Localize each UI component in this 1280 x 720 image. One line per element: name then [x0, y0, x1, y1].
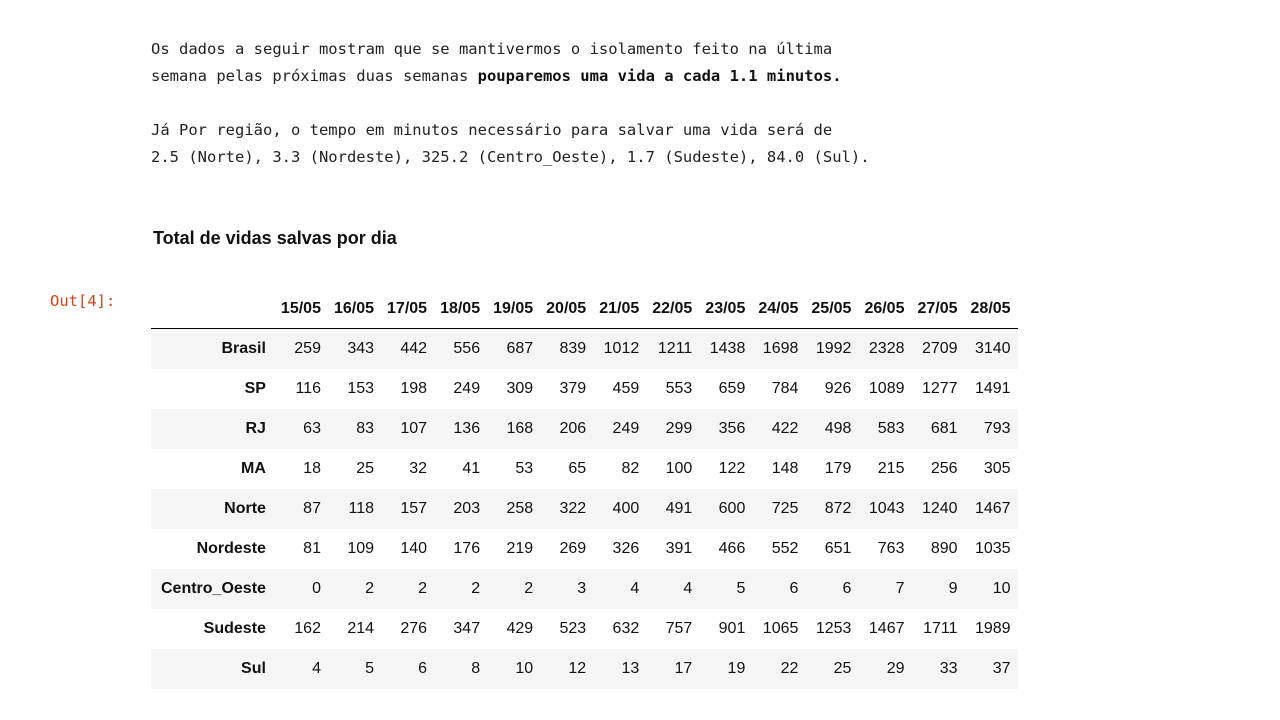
table-cell: 32 [409, 459, 428, 477]
table-cell: 523 [559, 619, 587, 637]
column-header: 22/05 [646, 290, 699, 329]
table-cell: 583 [877, 419, 905, 437]
table-cell: 18 [303, 459, 321, 477]
bold-text: pouparemos uma vida a cada 1.1 minutos. [477, 67, 842, 85]
table-cell: 122 [718, 459, 746, 477]
table-cell: 25 [356, 459, 375, 477]
table-row [151, 409, 1018, 449]
table-cell: 276 [400, 619, 428, 637]
table-cell: 65 [568, 459, 587, 477]
table-cell: 305 [983, 459, 1011, 477]
table-cell: 2 [365, 579, 375, 597]
table-cell: 10 [515, 659, 534, 677]
table-cell: 215 [877, 459, 905, 477]
table-cell: 19 [727, 659, 746, 677]
table-cell: 41 [462, 459, 481, 477]
table-cell: 259 [294, 339, 321, 357]
table-row [151, 569, 1018, 609]
table-row [151, 369, 1018, 409]
table-cell: 659 [718, 379, 746, 397]
table-cell: 391 [665, 539, 693, 557]
table-cell: 6 [789, 579, 799, 597]
row-label: Centro_Oeste [161, 579, 266, 597]
table-cell: 793 [983, 419, 1011, 437]
table-cell: 553 [665, 379, 693, 397]
table-cell: 459 [612, 379, 640, 397]
table-cell: 1467 [868, 619, 905, 637]
row-label: Sul [241, 659, 266, 677]
table-cell: 1043 [868, 499, 905, 517]
column-header: 15/05 [275, 290, 328, 329]
column-header: 26/05 [858, 290, 911, 329]
table-cell: 552 [771, 539, 799, 557]
table-cell: 1277 [921, 379, 958, 397]
table-cell: 872 [824, 499, 852, 517]
table-cell: 3 [577, 579, 587, 597]
table-cell: 681 [930, 419, 958, 437]
table-cell: 6 [418, 659, 428, 677]
table-cell: 87 [303, 499, 321, 517]
table-cell: 118 [348, 499, 375, 517]
table-cell: 890 [930, 539, 958, 557]
table-cell: 1065 [762, 619, 799, 637]
row-label: SP [244, 379, 266, 397]
table-cell: 63 [303, 419, 321, 437]
table-cell: 140 [400, 539, 428, 557]
table-cell: 116 [295, 379, 321, 397]
paragraph-line: 2.5 (Norte), 3.3 (Nordeste), 325.2 (Centro_Oeste), 1.7 (Sudeste), 84.0 (Sul). [151, 148, 870, 166]
table-cell: 1253 [815, 619, 852, 637]
table-cell: 81 [303, 539, 321, 557]
row-label: Nordeste [196, 539, 266, 557]
table-cell: 22 [780, 659, 799, 677]
table-cell: 1089 [868, 379, 905, 397]
table-cell: 422 [771, 419, 799, 437]
column-header: 18/05 [434, 290, 487, 329]
table-cell: 356 [718, 419, 746, 437]
table-cell: 2328 [868, 339, 905, 357]
table-cell: 442 [400, 339, 428, 357]
table-cell: 651 [824, 539, 852, 557]
table-cell: 219 [506, 539, 534, 557]
table-cell: 269 [559, 539, 587, 557]
table-cell: 757 [665, 619, 693, 637]
table-cell: 347 [453, 619, 481, 637]
table-cell: 179 [824, 459, 852, 477]
table-cell: 901 [718, 619, 746, 637]
table-cell: 7 [895, 579, 905, 597]
table-cell: 632 [612, 619, 640, 637]
table-cell: 429 [506, 619, 534, 637]
table-cell: 839 [559, 339, 587, 357]
table-cell: 1698 [762, 339, 799, 357]
table-cell: 25 [833, 659, 852, 677]
table-cell: 2 [418, 579, 428, 597]
table-row [151, 489, 1018, 529]
column-header: 28/05 [965, 290, 1018, 329]
table-cell: 498 [824, 419, 852, 437]
table-cell: 157 [400, 499, 428, 517]
table-cell: 466 [718, 539, 746, 557]
table-cell: 1491 [974, 379, 1011, 397]
table-cell: 491 [665, 499, 693, 517]
table-cell: 2709 [921, 339, 958, 357]
table-cell: 214 [347, 619, 375, 637]
paragraph-line: Já Por região, o tempo em minutos necessário para salvar uma vida será de [151, 121, 833, 139]
table-cell: 1211 [657, 339, 693, 357]
table-cell: 0 [312, 579, 321, 597]
table-cell: 1989 [974, 619, 1011, 637]
table-cell: 309 [506, 379, 534, 397]
table-cell: 326 [612, 539, 640, 557]
table-cell: 10 [992, 579, 1011, 597]
table-header-row [151, 290, 1018, 329]
row-label: Norte [224, 499, 266, 517]
table-cell: 256 [930, 459, 958, 477]
row-label: Sudeste [203, 619, 266, 637]
table-cell: 1035 [974, 539, 1011, 557]
column-header: 21/05 [593, 290, 646, 329]
output-heading: Total de vidas salvas por dia [153, 228, 397, 248]
table-cell: 4 [630, 579, 640, 597]
table-cell: 299 [665, 419, 693, 437]
table-cell: 4 [312, 659, 321, 677]
table-cell: 249 [612, 419, 640, 437]
table-cell: 206 [559, 419, 587, 437]
table-cell: 1012 [603, 339, 640, 357]
row-label: RJ [245, 419, 266, 437]
table-cell: 9 [948, 579, 958, 597]
output-prompt: Out[4]: [50, 292, 116, 310]
column-header: 16/05 [328, 290, 381, 329]
table-cell: 136 [453, 419, 481, 437]
column-header: 23/05 [699, 290, 752, 329]
table-cell: 8 [471, 659, 481, 677]
table-cell: 5 [365, 659, 375, 677]
table-cell: 2 [524, 579, 534, 597]
table-cell: 784 [771, 379, 799, 397]
plain-text: semana pelas próximas duas semanas [151, 67, 478, 85]
table-cell: 29 [886, 659, 905, 677]
table-cell: 926 [824, 379, 852, 397]
table-cell: 763 [877, 539, 905, 557]
row-label: Brasil [221, 339, 266, 357]
table-cell: 109 [347, 539, 375, 557]
table-cell: 1992 [815, 339, 852, 357]
index-header [151, 290, 275, 329]
table-cell: 258 [506, 499, 534, 517]
table-cell: 3140 [974, 339, 1011, 357]
table-cell: 687 [506, 339, 534, 357]
table-cell: 83 [356, 419, 375, 437]
table-cell: 4 [683, 579, 693, 597]
paragraph-line: Os dados a seguir mostram que se mantivermos o isolamento feito na última [151, 40, 833, 58]
table-cell: 600 [718, 499, 746, 517]
table-cell: 12 [568, 659, 587, 677]
table-cell: 5 [736, 579, 746, 597]
table-cell: 343 [347, 339, 375, 357]
row-label: MA [241, 459, 266, 477]
markdown-cell [151, 36, 1151, 171]
table-cell: 100 [665, 459, 693, 477]
table-cell: 2 [471, 579, 481, 597]
table-cell: 556 [453, 339, 481, 357]
table-cell: 17 [674, 659, 693, 677]
table-cell: 379 [559, 379, 587, 397]
table-body [151, 329, 1018, 689]
table-cell: 1438 [709, 339, 746, 357]
paragraph-line [151, 63, 1151, 90]
table-cell: 13 [621, 659, 640, 677]
table-cell: 153 [347, 379, 375, 397]
column-header: 27/05 [911, 290, 964, 329]
table-cell: 322 [559, 499, 587, 517]
table-row [151, 609, 1018, 649]
column-header: 17/05 [381, 290, 434, 329]
table-cell: 176 [453, 539, 481, 557]
column-header: 25/05 [805, 290, 858, 329]
table-cell: 725 [771, 499, 799, 517]
table-row [151, 649, 1018, 689]
table-row [151, 329, 1018, 369]
table-cell: 198 [400, 379, 428, 397]
table-cell: 6 [842, 579, 852, 597]
table-cell: 1240 [921, 499, 958, 517]
table-cell: 33 [939, 659, 958, 677]
table-cell: 162 [294, 619, 321, 637]
table-cell: 148 [771, 459, 799, 477]
table-cell: 82 [621, 459, 640, 477]
table-row [151, 449, 1018, 489]
dataframe-table [151, 290, 1018, 689]
table-cell: 400 [612, 499, 640, 517]
table-cell: 37 [992, 659, 1011, 677]
column-header: 20/05 [540, 290, 593, 329]
table-cell: 249 [453, 379, 481, 397]
table-cell: 107 [400, 419, 428, 437]
column-header: 24/05 [752, 290, 805, 329]
table-cell: 203 [453, 499, 481, 517]
table-cell: 168 [506, 419, 534, 437]
table-cell: 1467 [974, 499, 1011, 517]
table-cell: 53 [515, 459, 534, 477]
column-header: 19/05 [487, 290, 540, 329]
table-cell: 1711 [923, 619, 958, 637]
table-row [151, 529, 1018, 569]
